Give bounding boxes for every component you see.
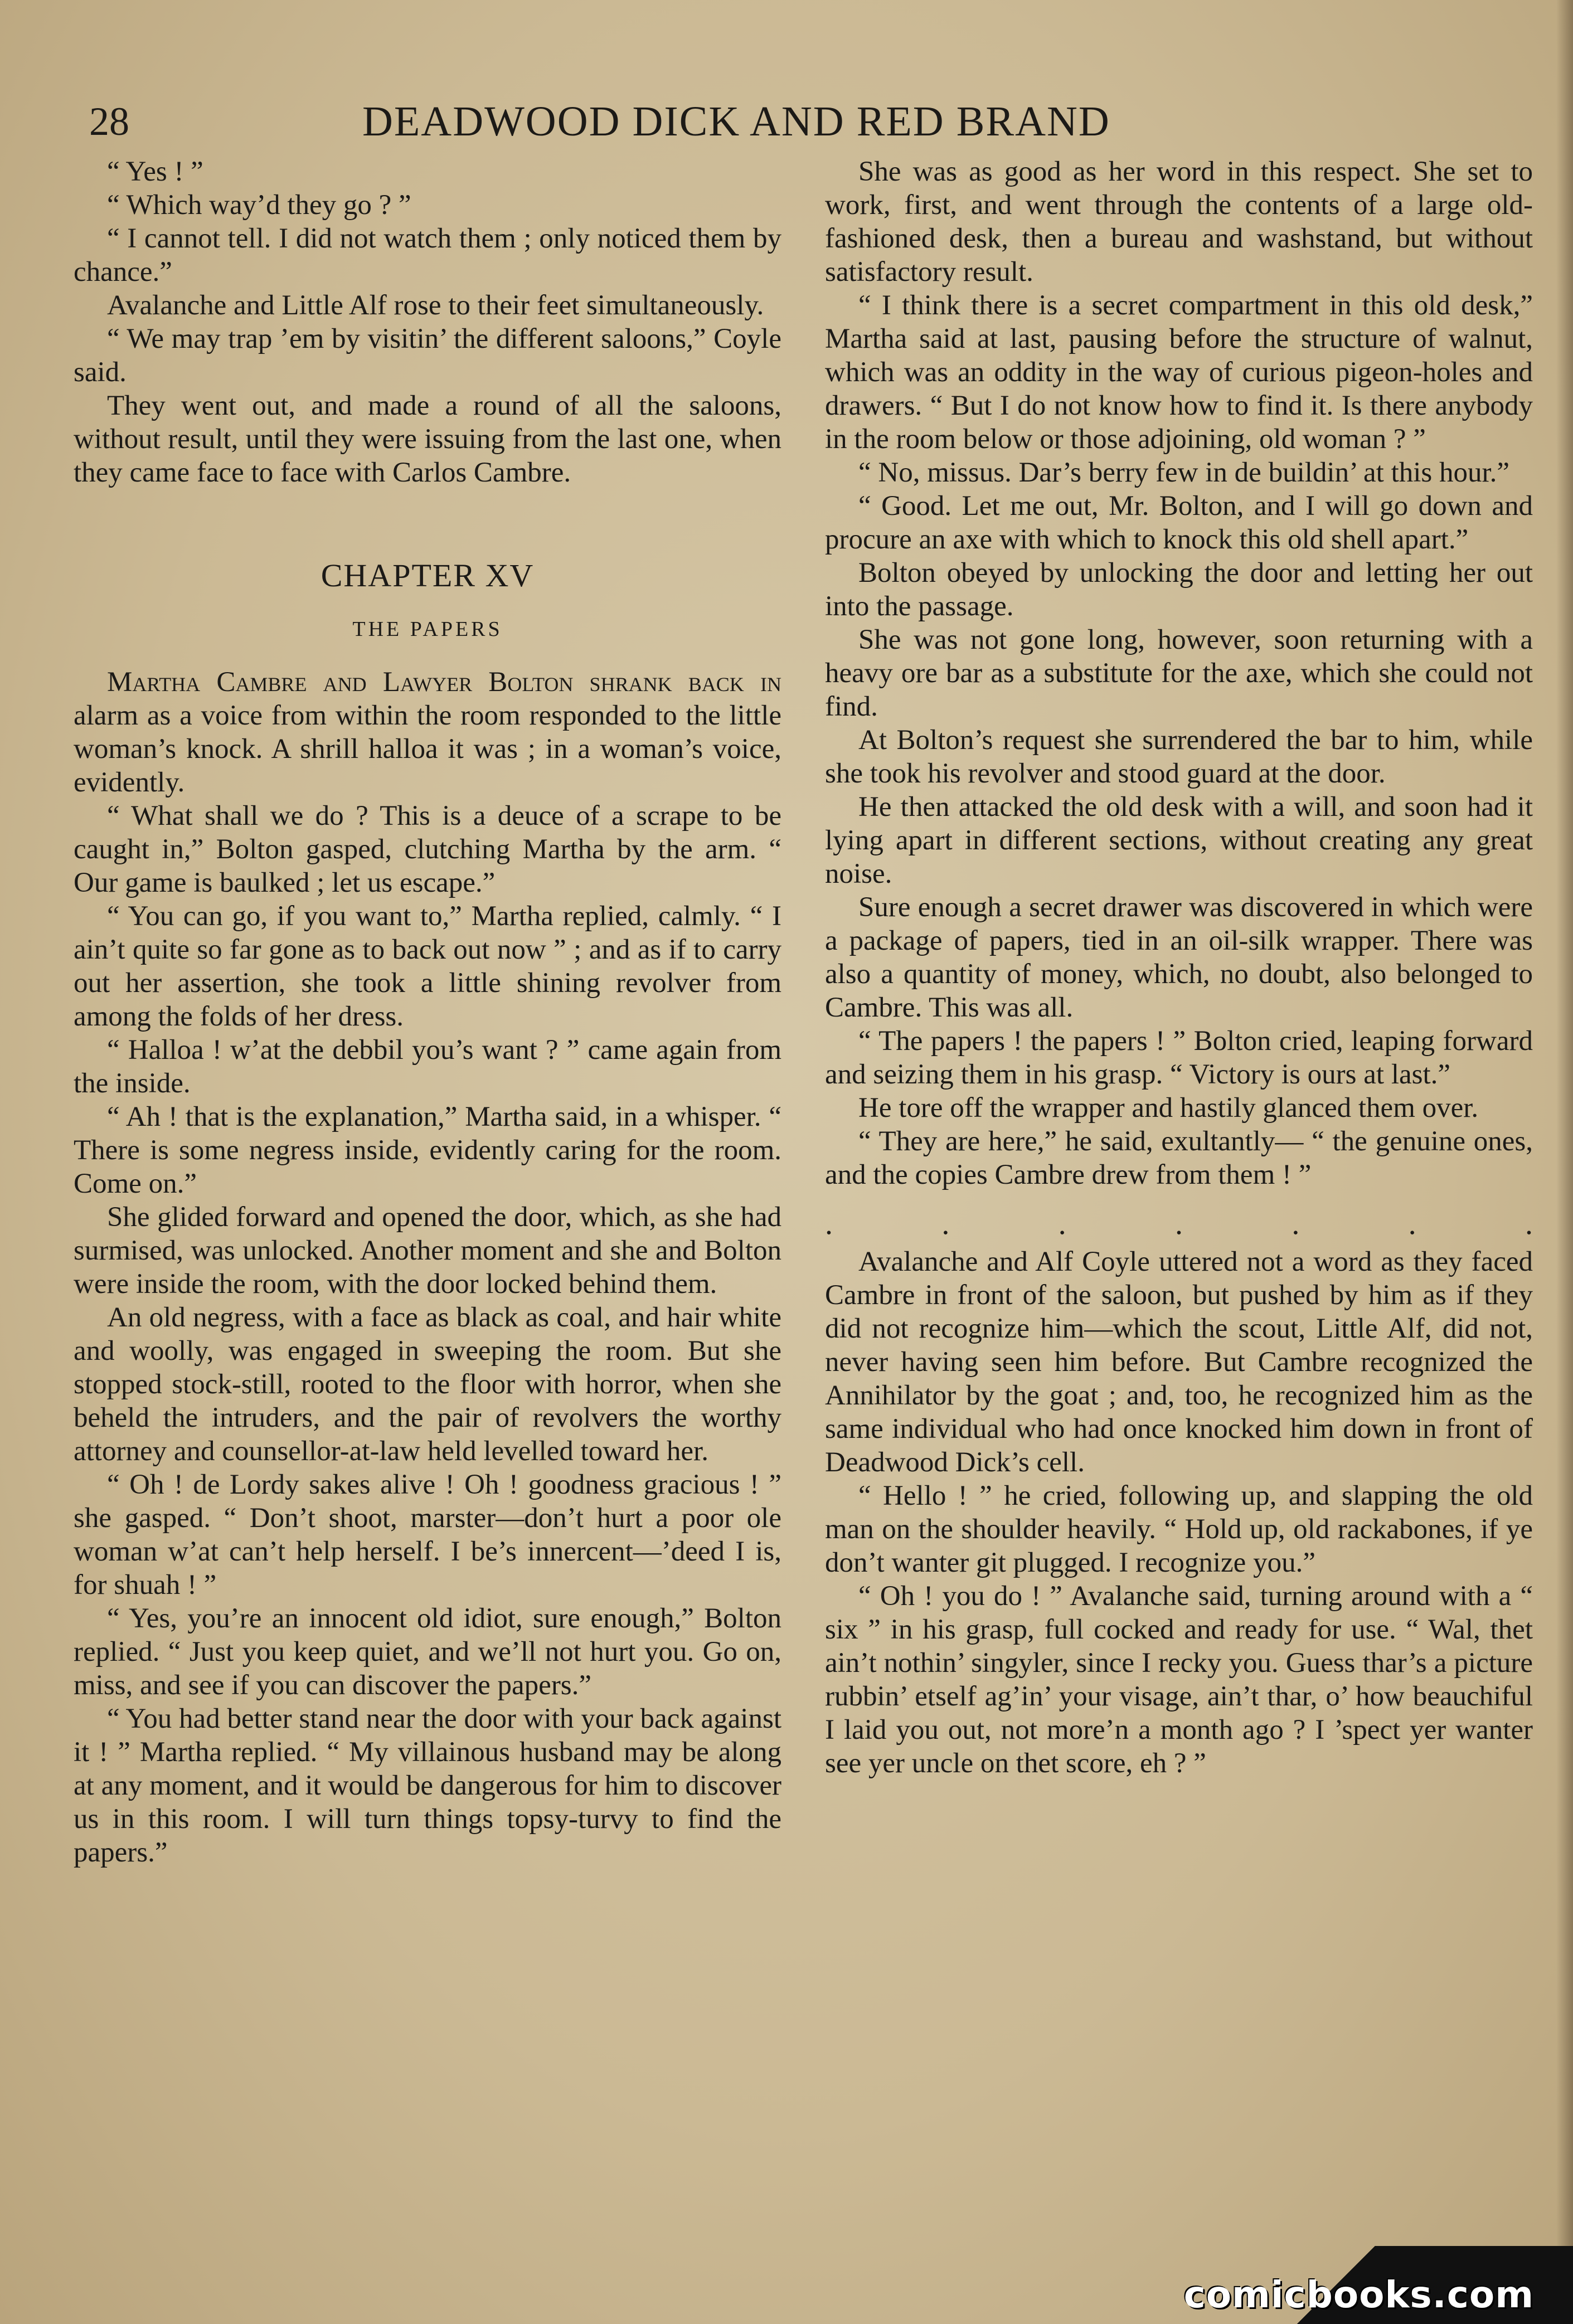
- paragraph: “ Ah ! that is the explanation,” Martha said, in a whisper. “ There is some negress inside, evidently caring for the room. Come on.”: [74, 1101, 781, 1199]
- paragraph: “ The papers ! the papers ! ” Bolton cried, leaping forward and seizing them in his grasp. “ Victory is ours at last.”: [825, 1025, 1533, 1090]
- paragraph: An old negress, with a face as black as coal, and hair white and woolly, was engaged in sweeping the room. But she stopped stock-still, rooted to the floor with horror, when she beheld the intruders, and the pair of revolvers the worthy attorney and counsellor-at-law held levelled toward her.: [74, 1302, 781, 1467]
- right-column: [825, 155, 1533, 2239]
- paragraph: He tore off the wrapper and hastily glanced them over.: [858, 1092, 1479, 1124]
- paragraph: “ You can go, if you want to,” Martha replied, calmly. “ I ain’t quite so far gone as to back out now ” ; and as if to carry out her assertion, she took a little shining revolver from among the folds of her dress.: [74, 901, 781, 1032]
- watermark-banner: [1149, 2246, 1573, 2324]
- paragraph: At Bolton’s request she surrendered the bar to him, while she took his revolver and stood guard at the door.: [825, 725, 1533, 789]
- paragraph: Avalanche and Alf Coyle uttered not a word as they faced Cambre in front of the saloon, but pushed by him as if they did not recognize him—which the scout, Little Alf, did not, never having seen him before. But Cambre recognized the Annihilator by the goat ; and, too, he recognized him as the same individual who had once knocked him down in front of Deadwood Dick’s cell.: [825, 1246, 1533, 1478]
- chapter-title: CHAPTER XV: [321, 557, 535, 594]
- page-number: 28: [89, 99, 129, 144]
- paragraph: “ You had better stand near the door with your back against it ! ” Martha replied. “ My villainous husband may be along at any moment, and it would be dangerous for him to discover us in this room. I will turn things topsy-turvy to find the papers.”: [74, 1703, 781, 1868]
- paragraph: “ Which way’d they go ? ”: [107, 189, 411, 221]
- paragraph: Martha Cambre and Lawyer Bolton shrank back in alarm as a voice from within the room responded to the little woman’s knock. A shrill halloa it was ; in a woman’s voice, evidently.: [74, 667, 781, 798]
- paragraph: “ They are here,” he said, exultantly— “ the genuine ones, and the copies Cambre drew from them ! ”: [825, 1126, 1533, 1190]
- paragraph: “ Hello ! ” he cried, following up, and slapping the old man on the shoulder heavily. “ Hold up, old rackabones, if ye don’t wanter git plugged. I recognize you.”: [825, 1480, 1533, 1578]
- paragraph: They went out, and made a round of all the saloons, without result, until they were issuing from the last one, when they came face to face with Carlos Cambre.: [74, 390, 781, 488]
- paragraph: “ Yes, you’re an innocent old idiot, sure enough,” Bolton replied. “ Just you keep quiet, and we’ll not hurt you. Go on, miss, and see if you can discover the papers.”: [74, 1603, 781, 1701]
- section-separator-dots: . . . . . . .: [825, 1207, 1533, 1241]
- paragraph: “ No, missus. Dar’s berry few in de buildin’ at this hour.”: [858, 457, 1510, 488]
- paragraph: Sure enough a secret drawer was discovered in which were a package of papers, tied in an oil-silk wrapper. There was also a quantity of money, which, no doubt, also belonged to Cambre. This was all.: [825, 892, 1533, 1023]
- paragraph: She was not gone long, however, soon returning with a heavy ore bar as a substitute for the axe, which she could not find.: [825, 624, 1533, 722]
- paragraph: “ Good. Let me out, Mr. Bolton, and I will go down and procure an axe with which to knock this old shell apart.”: [825, 490, 1533, 555]
- page-header: [72, 94, 1522, 149]
- paragraph: “ I cannot tell. I did not watch them ; only noticed them by chance.”: [74, 223, 781, 288]
- running-title: DEADWOOD DICK AND RED BRAND: [362, 98, 1110, 145]
- paragraph: “ We may trap ’em by visitin’ the different saloons,” Coyle said.: [74, 323, 781, 388]
- paragraph: She was as good as her word in this respect. She set to work, first, and went through the contents of a large old-fashioned desk, then a bureau and washstand, but without satisfactory result.: [825, 156, 1533, 288]
- left-column: [74, 155, 781, 2239]
- paragraph: She glided forward and opened the door, which, as she had surmised, was unlocked. Another moment and she and Bolton were inside the room, with the door locked behind them.: [74, 1202, 781, 1300]
- page-spine-shadow: [1556, 0, 1573, 2324]
- paragraph: “ Halloa ! w’at the debbil you’s want ? ” came again from the inside.: [74, 1034, 781, 1099]
- paragraph: He then attacked the old desk with a will, and soon had it lying apart in different sections, without creating any great noise.: [825, 791, 1533, 889]
- paragraph: Avalanche and Little Alf rose to their feet simultaneously.: [107, 290, 764, 321]
- paragraph: “ I think there is a secret compartment in this old desk,” Martha said at last, pausing before the structure of walnut, which was an oddity in the way of curious pigeon-holes and drawers. “ But I do not know how to find it. Is there anybody in the room below or those adjoining, old woman ? ”: [825, 290, 1533, 455]
- section-title: THE PAPERS: [352, 618, 503, 641]
- paragraph: “ Oh ! de Lordy sakes alive ! Oh ! goodness gracious ! ” she gasped. “ Don’t shoot, marster—don’t hurt a poor ole woman w’at can’t help herself. I be’s innercent—’deed I is, for shuah ! ”: [74, 1469, 781, 1601]
- paragraph: “ What shall we do ? This is a deuce of a scrape to be caught in,” Bolton gasped, clutching Martha by the arm. “ Our game is baulked ; let us escape.”: [74, 800, 781, 898]
- paragraph: Bolton obeyed by unlocking the door and letting her out into the passage.: [825, 557, 1533, 622]
- paragraph: “ Oh ! you do ! ” Avalanche said, turning around with a “ six ” in his grasp, full cocked and ready for use. “ Wal, thet ain’t nothin’ singyler, since I recky you. Guess thar’s a picture rubbin’ etself ag’in’ your visage, ain’t thar, o’ how beauchiful I laid you out, not more’n a month ago ? I ’spect yer wanter see yer uncle on thet score, eh ? ”: [825, 1581, 1533, 1779]
- watermark-text: comicbooks.com: [1183, 2273, 1534, 2316]
- paragraph: “ Yes ! ”: [107, 156, 203, 187]
